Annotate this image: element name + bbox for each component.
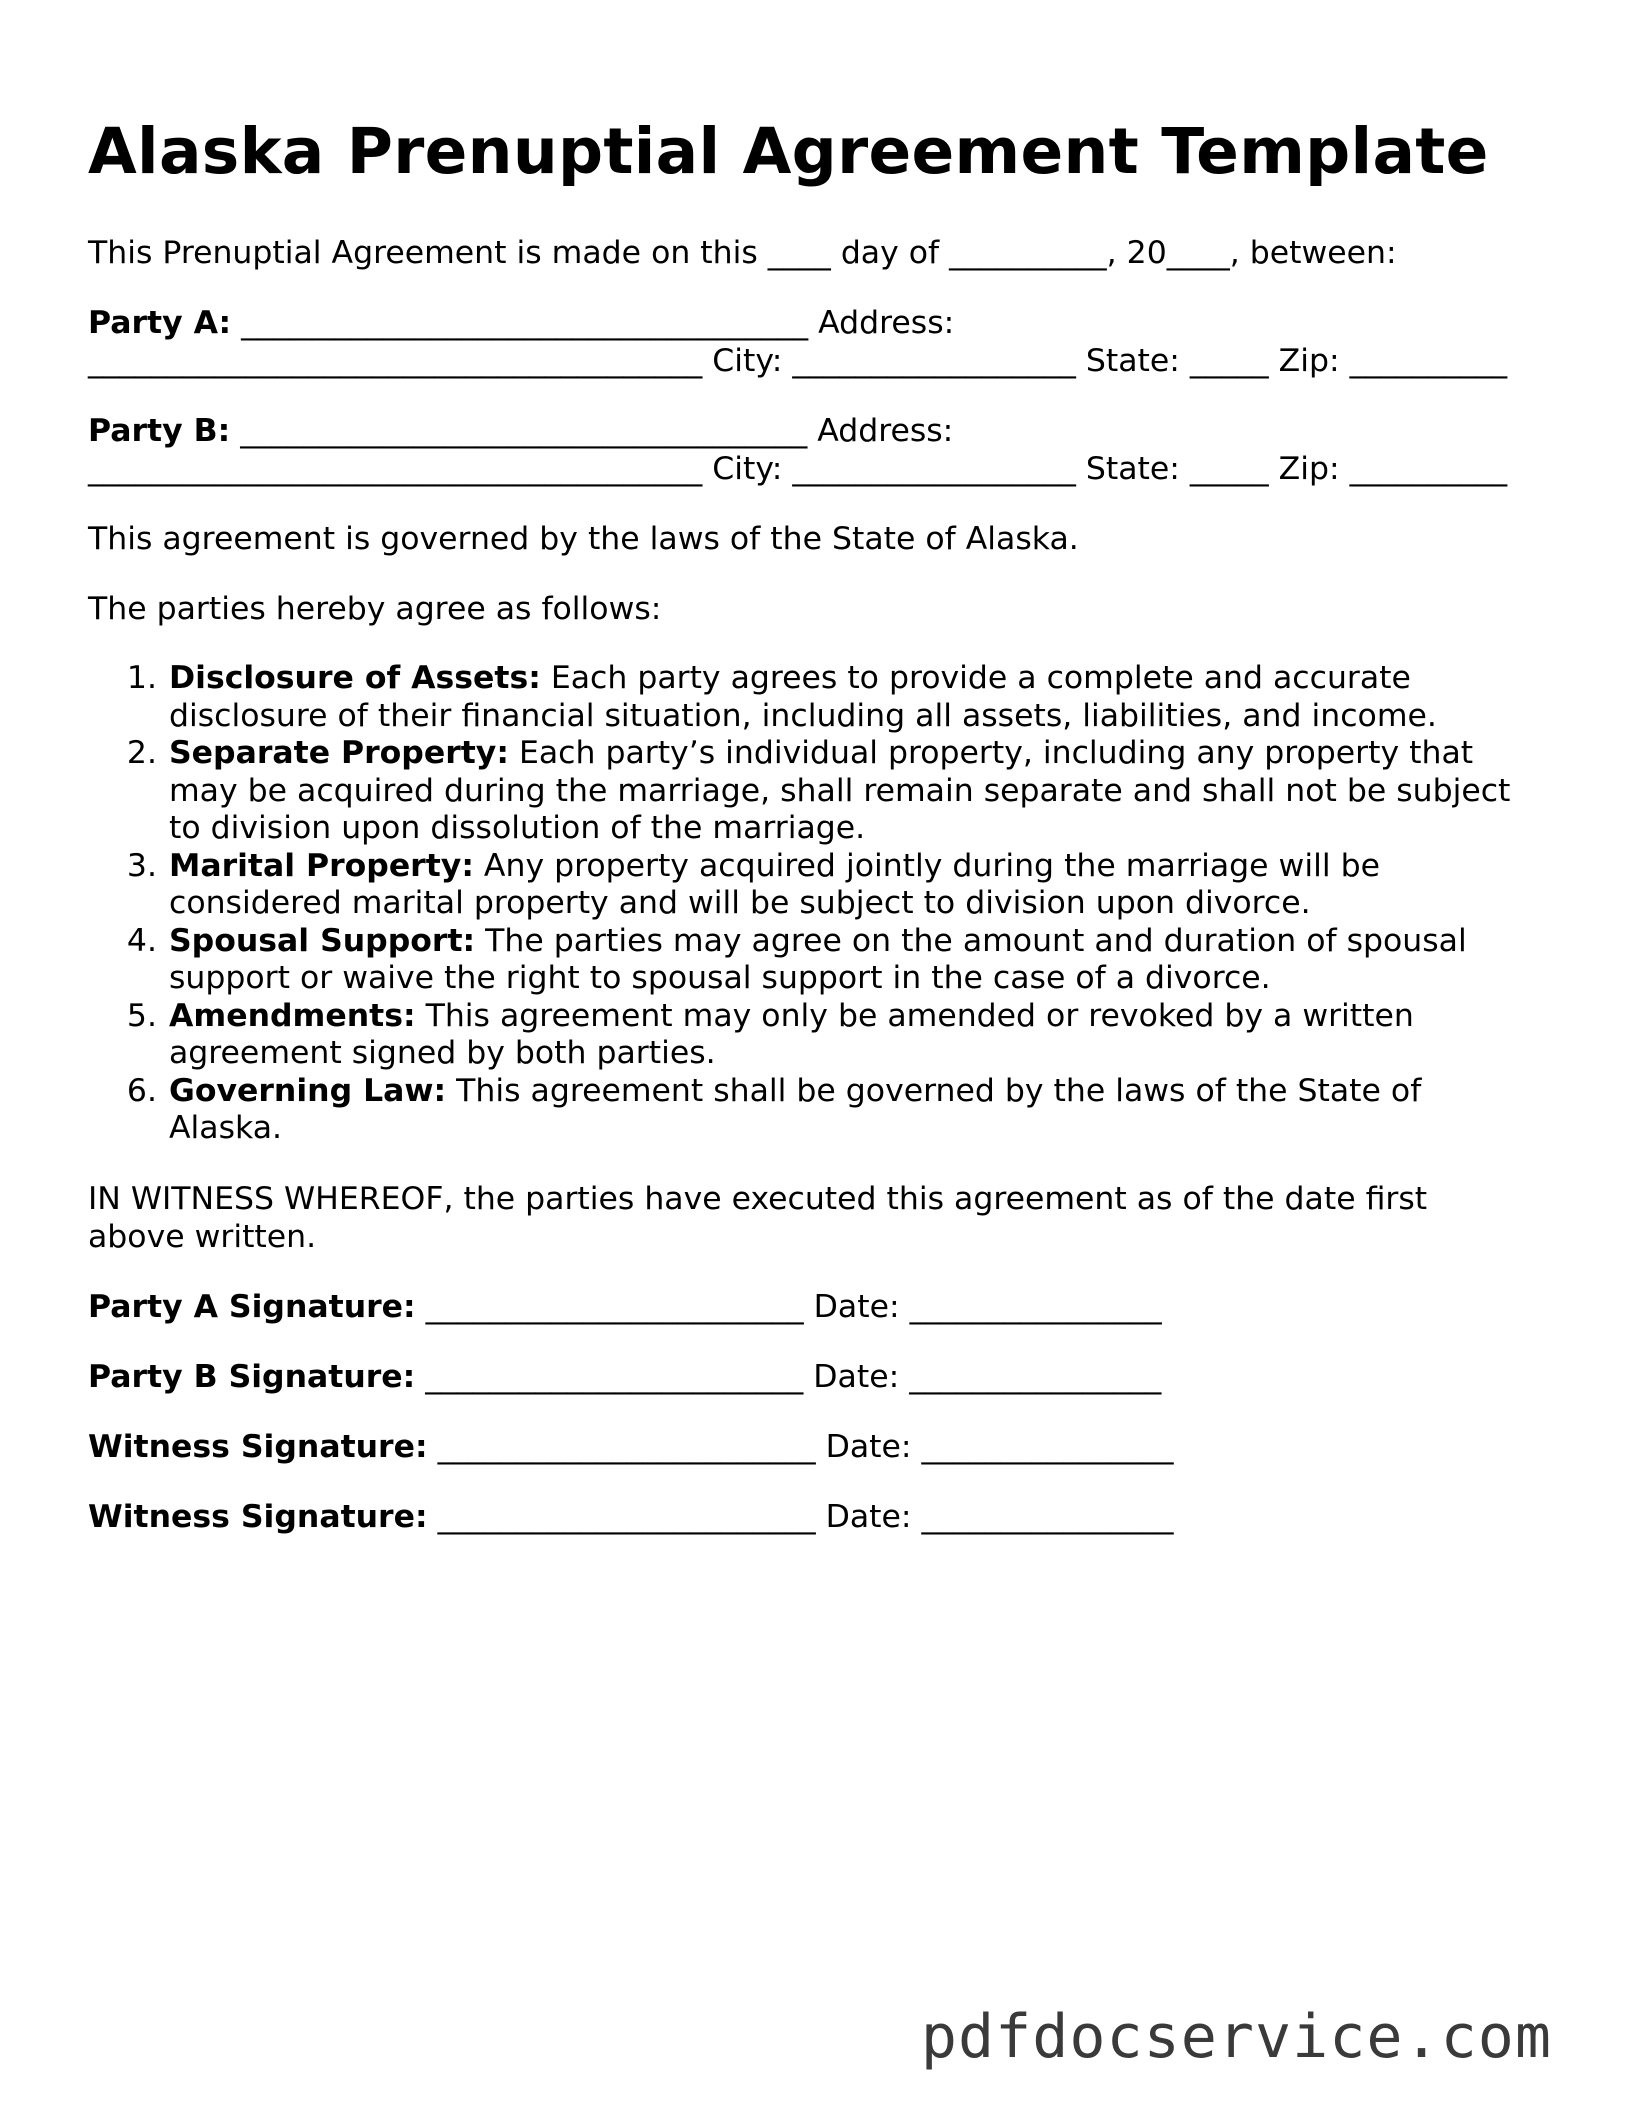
signature-blanks: ________________________ Date: ________________ xyxy=(427,1498,1174,1535)
signature-line-party-b xyxy=(88,1358,1528,1396)
signature-label: Witness Signature: xyxy=(88,1498,428,1535)
signature-line-witness-1 xyxy=(88,1428,1528,1466)
term-heading: Spousal Support: xyxy=(169,922,476,959)
list-item xyxy=(167,1073,1528,1148)
intro-paragraph: This Prenuptial Agreement is made on this ____ day of __________, 20____, between: xyxy=(88,235,1397,271)
signature-label: Witness Signature: xyxy=(88,1428,428,1465)
watermark: pdfdocservice.com xyxy=(920,2002,1552,2072)
list-item xyxy=(167,660,1528,735)
term-heading: Separate Property: xyxy=(169,735,509,771)
term-text: This agreement may only be amended or revoked by a written agreement signed by both parties. xyxy=(169,997,1414,1071)
signature-label: Party A Signature: xyxy=(88,1288,416,1325)
term-text: The parties may agree on the amount and duration of spousal support or waive the right to spousal support in the case of a divorce. xyxy=(169,922,1467,996)
party-a-label: Party A: xyxy=(88,305,232,341)
term-heading: Disclosure of Assets: xyxy=(169,660,541,696)
signature-line-witness-2 xyxy=(88,1498,1528,1536)
term-text: Any property acquired jointly during the marriage will be considered marital property and will be subject to division upon divorce. xyxy=(169,847,1380,921)
list-item xyxy=(167,735,1528,848)
term-text: This agreement shall be governed by the laws of the State of Alaska. xyxy=(169,1072,1422,1146)
agree-statement: The parties hereby agree as follows: xyxy=(88,591,662,627)
list-item xyxy=(167,998,1528,1073)
party-b-label: Party B: xyxy=(88,413,231,449)
party-b-fields: ____________________________________ Address: _______________________________________ City: __________________ State: _____ Zip: __________ xyxy=(88,413,1508,487)
party-a-block xyxy=(88,304,1528,380)
term-text: Each party agrees to provide a complete and accurate disclosure of their financial situation, including all assets, liabilities, and income. xyxy=(169,660,1437,734)
party-b-block xyxy=(88,412,1528,488)
signature-blanks: ________________________ Date: ________________ xyxy=(427,1428,1174,1465)
term-heading: Governing Law: xyxy=(169,1072,447,1109)
signature-line-party-a xyxy=(88,1288,1528,1326)
document-page xyxy=(88,108,1528,1536)
term-text: Each party’s individual property, including any property that may be acquired during the marriage, shall remain separate and shall not be subject to division upon dissolution of the marriage. xyxy=(169,735,1511,846)
party-a-fields: ____________________________________ Address: _______________________________________ City: __________________ State: _____ Zip: __________ xyxy=(88,305,1508,379)
page-title: Alaska Prenuptial Agreement Template xyxy=(88,115,1489,188)
list-item xyxy=(167,923,1528,998)
term-heading: Amendments: xyxy=(169,997,416,1034)
signature-blanks: ________________________ Date: ________________ xyxy=(415,1288,1162,1325)
witness-clause: IN WITNESS WHEREOF, the parties have executed this agreement as of the date first above written. xyxy=(88,1180,1428,1255)
term-heading: Marital Property: xyxy=(169,847,474,884)
terms-list xyxy=(88,660,1528,1148)
signature-blanks: ________________________ Date: ________________ xyxy=(415,1358,1162,1395)
list-item xyxy=(167,848,1528,923)
signature-label: Party B Signature: xyxy=(88,1358,416,1395)
governing-statement: This agreement is governed by the laws of the State of Alaska. xyxy=(88,521,1079,557)
